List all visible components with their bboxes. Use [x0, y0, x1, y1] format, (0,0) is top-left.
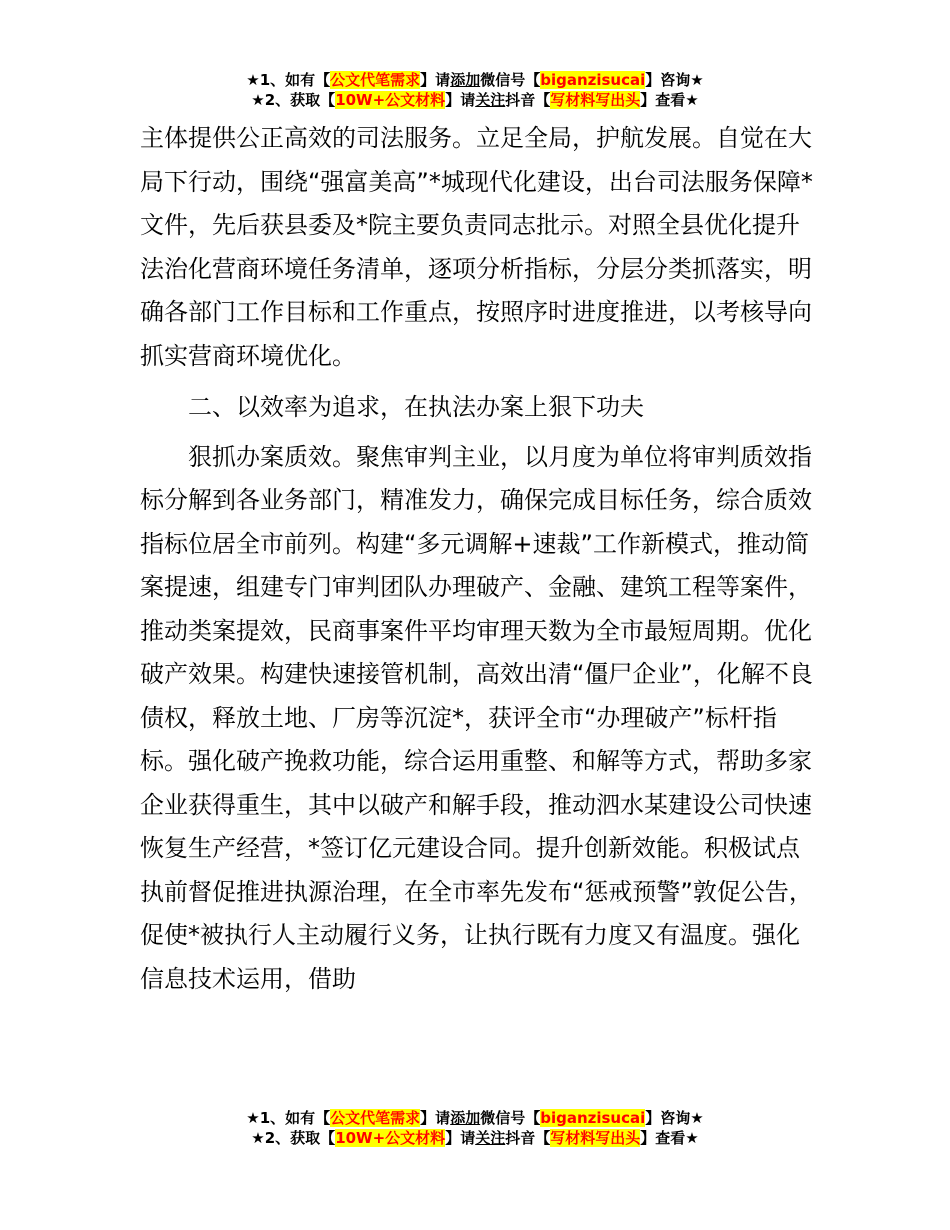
section-heading-2: 二、以效率为追求，在执法办案上狠下功夫 [188, 393, 644, 421]
header-banner-line-2-prefix: ★2、获取【 [251, 91, 336, 109]
footer-banner-line-1 [0, 1108, 950, 1128]
header-banner-highlight-wechat-id: biganzisucai [540, 71, 646, 89]
header-banner-line-2-suffix: 】查看★ [640, 91, 699, 109]
header-banner-line-2-text: 】请 [445, 91, 476, 109]
header-banner-line-2 [0, 90, 950, 110]
header-banner-line-1-prefix: ★1、如有【 [246, 71, 331, 89]
footer-banner-line-1-prefix: ★1、如有【 [246, 1109, 331, 1127]
header-banner-line-1-wechat-label: 微信号【 [480, 71, 541, 89]
footer-banner [0, 1108, 950, 1148]
header-banner-underlined-add: 添加 [450, 71, 481, 89]
body-paragraph-1: 主体提供公正高效的司法服务。立足全局，护航发展。自觉在大局下行动，围绕“强富美高”*城现代化建设，出台司法服务保障*文件，先后获县委及*院主要负责同志批示。对照全县优化提升法治化营商环境任务清单，逐项分析指标，分层分类抓落实，明确各部门工作目标和工作重点，按照序时进度推进，以考核导向抓实营商环境优化。 [140, 124, 813, 370]
body-paragraph-2: 狠抓办案质效。聚焦审判主业，以月度为单位将审判质效指标分解到各业务部门，精准发力，确保完成目标任务，综合质效指标位居全市前列。构建“多元调解+速裁”工作新模式，推动简案提速，组建专门审判团队办理破产、金融、建筑工程等案件，推动类案提效，民商事案件平均审理天数为全市最短周期。优化破产效果。构建快速接管机制，高效出清“僵尸企业”，化解不良债权，释放土地、厂房等沉淀*，获评全市“办理破产”标杆指标。强化破产挽救功能，综合运用重整、和解等方式，帮助多家企业获得重生，其中以破产和解手段，推动泗水某建设公司快速恢复生产经营，*签订亿元建设合同。提升创新效能。积极试点执前督促推进执源治理，在全市率先发布“惩戒预警”敦促公告，促使*被执行人主动履行义务，让执行既有力度又有温度。强化信息技术运用，借助 [140, 442, 813, 993]
document-body [140, 117, 820, 1001]
footer-banner-line-2-text: 】请 [445, 1129, 476, 1147]
header-banner-highlight-materials: 10W+公文材料 [335, 91, 446, 109]
footer-banner-line-2 [0, 1128, 950, 1148]
footer-banner-underlined-follow: 关注 [475, 1129, 506, 1147]
footer-banner-line-2-prefix: ★2、获取【 [251, 1129, 336, 1147]
footer-banner-line-2-douyin-label: 抖音【 [505, 1129, 551, 1147]
header-banner-line-2-douyin-label: 抖音【 [505, 91, 551, 109]
footer-banner-line-1-wechat-label: 微信号【 [480, 1109, 541, 1127]
footer-banner-highlight-wechat-id: biganzisucai [540, 1109, 646, 1127]
footer-banner-line-1-suffix: 】咨询★ [645, 1109, 704, 1127]
footer-banner-line-1-text: 】请 [420, 1109, 451, 1127]
header-banner-highlight-douyin-id: 写材料写出头 [550, 91, 641, 109]
header-banner-underlined-follow: 关注 [475, 91, 506, 109]
footer-banner-highlight-ghostwriting: 公文代笔需求 [330, 1109, 421, 1127]
header-banner-line-1-suffix: 】咨询★ [645, 71, 704, 89]
footer-banner-underlined-add: 添加 [450, 1109, 481, 1127]
header-banner-line-1 [0, 70, 950, 90]
header-banner [0, 70, 950, 110]
footer-banner-highlight-materials: 10W+公文材料 [335, 1129, 446, 1147]
footer-banner-line-2-suffix: 】查看★ [640, 1129, 699, 1147]
footer-banner-highlight-douyin-id: 写材料写出头 [550, 1129, 641, 1147]
header-banner-highlight-ghostwriting: 公文代笔需求 [330, 71, 421, 89]
header-banner-line-1-text: 】请 [420, 71, 451, 89]
